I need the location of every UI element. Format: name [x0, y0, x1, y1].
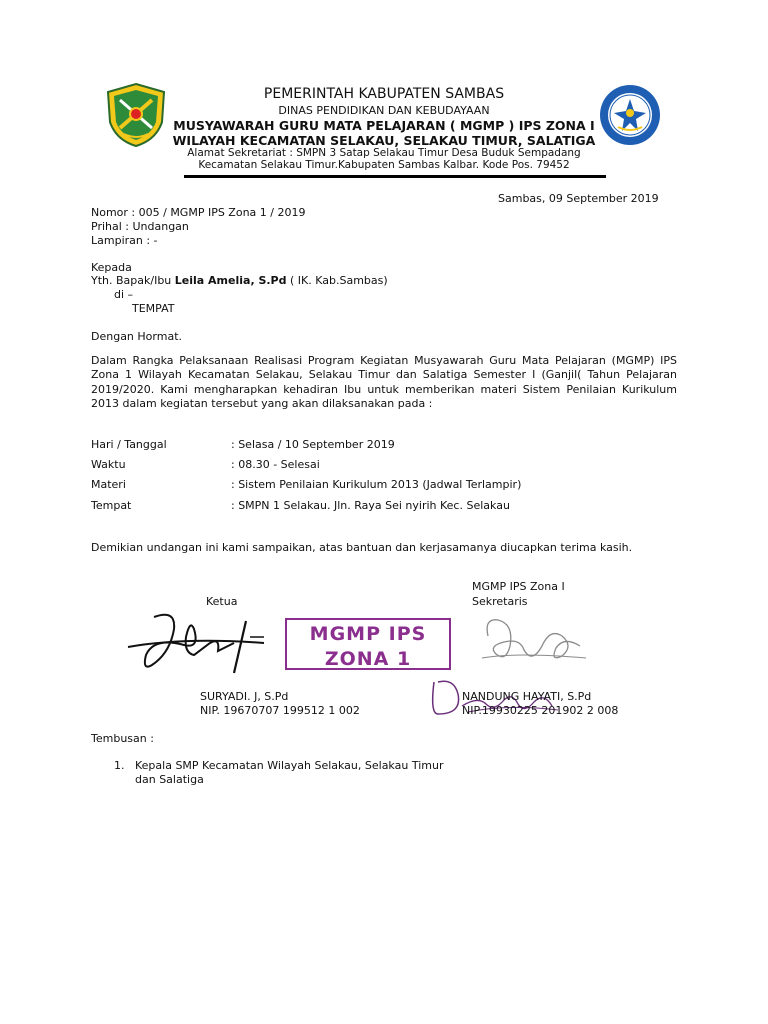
recipient-name: Leila Amelia, S.Pd — [174, 274, 287, 287]
secretary-organization: MGMP IPS Zona I — [472, 580, 565, 593]
letter-date: Sambas, 09 September 2019 — [498, 192, 659, 205]
secretary-signature — [476, 606, 592, 668]
detail-value-day: : Selasa / 10 September 2019 — [231, 438, 395, 451]
stamp-line-2: ZONA 1 — [324, 648, 412, 670]
closing-sentence: Demikian undangan ini kami sampaikan, atas bantuan dan kerjasamanya diucapkan terima kasih. — [91, 541, 633, 554]
recipient-place: TEMPAT — [132, 302, 175, 315]
letterhead-organization: MUSYAWARAH GURU MATA PELAJARAN ( MGMP ) IPS ZONA I — [173, 118, 595, 133]
cc-label: Tembusan : — [91, 732, 154, 745]
chair-role: Ketua — [206, 595, 238, 608]
greeting: Dengan Hormat. — [91, 330, 182, 343]
detail-label-material: Materi — [91, 478, 126, 491]
chair-name: SURYADI. J, S.Pd — [200, 690, 289, 703]
letterhead-region: WILAYAH KECAMATAN SELAKAU, SELAKAU TIMUR, SALATIGA — [172, 133, 596, 148]
secretary-name: NANDUNG HAYATI, S.Pd — [462, 690, 592, 703]
secretary-nip: NIP.19930225 201902 2 008 — [462, 704, 619, 717]
letterhead-divider — [184, 175, 606, 178]
letter-attachment: Lampiran : - — [91, 234, 158, 247]
detail-label-place: Tempat — [91, 499, 132, 512]
recipient-line — [91, 274, 388, 287]
recipient-suffix: ( IK. Kab.Sambas) — [286, 274, 388, 287]
cc-item-line-2: dan Salatiga — [135, 773, 204, 786]
detail-value-material: : Sistem Penilaian Kurikulum 2013 (Jadwal Terlampir) — [231, 478, 522, 491]
letterhead-department: DINAS PENDIDIKAN DAN KEBUDAYAAN — [278, 104, 490, 117]
letter-number: Nomor : 005 / MGMP IPS Zona 1 / 2019 — [91, 206, 306, 219]
detail-label-day: Hari / Tanggal — [91, 438, 167, 451]
chair-signature — [124, 607, 274, 679]
recipient-prefix: Yth. Bapak/Ibu — [91, 274, 175, 287]
detail-value-place: : SMPN 1 Selakau. Jln. Raya Sei nyirih Kec. Selakau — [231, 499, 510, 512]
cc-item-line-1: Kepala SMP Kecamatan Wilayah Selakau, Selakau Timur — [135, 759, 444, 772]
recipient-kepada: Kepada — [91, 261, 132, 274]
secretary-role: Sekretaris — [472, 595, 528, 608]
body-paragraph: Dalam Rangka Pelaksanaan Realisasi Program Kegiatan Musyawarah Guru Mata Pelajaran (MGMP) IPS Zona 1 Wilayah Kecamatan Selakau, Selakau Timur dan Salatiga Semester I (Ganjil( Tahun Pelajaran 2019/2020. Kami mengharapkan kehadiran Ibu untuk memberikan materi Sistem Penilaian Kurikulum 2013 dalam kegiatan tersebut yang akan dilaksanakan pada : — [91, 354, 677, 410]
cc-item-number: 1. — [114, 759, 125, 772]
letter-subject: Prihal : Undangan — [91, 220, 189, 233]
detail-label-time: Waktu — [91, 458, 126, 471]
letterhead-address-2: Kecamatan Selakau Timur.Kabupaten Sambas Kalbar. Kode Pos. 79452 — [198, 159, 570, 171]
letterhead-government: PEMERINTAH KABUPATEN SAMBAS — [263, 86, 505, 102]
recipient-di: di – — [114, 288, 134, 301]
detail-value-time: : 08.30 - Selesai — [231, 458, 320, 471]
stamp-line-1: MGMP IPS — [309, 623, 427, 645]
mgmp-stamp — [285, 618, 451, 670]
chair-nip: NIP. 19670707 199512 1 002 — [200, 704, 360, 717]
letterhead-address-1: Alamat Sekretariat : SMPN 3 Satap Selakau Timur Desa Buduk Sempadang — [187, 147, 581, 159]
